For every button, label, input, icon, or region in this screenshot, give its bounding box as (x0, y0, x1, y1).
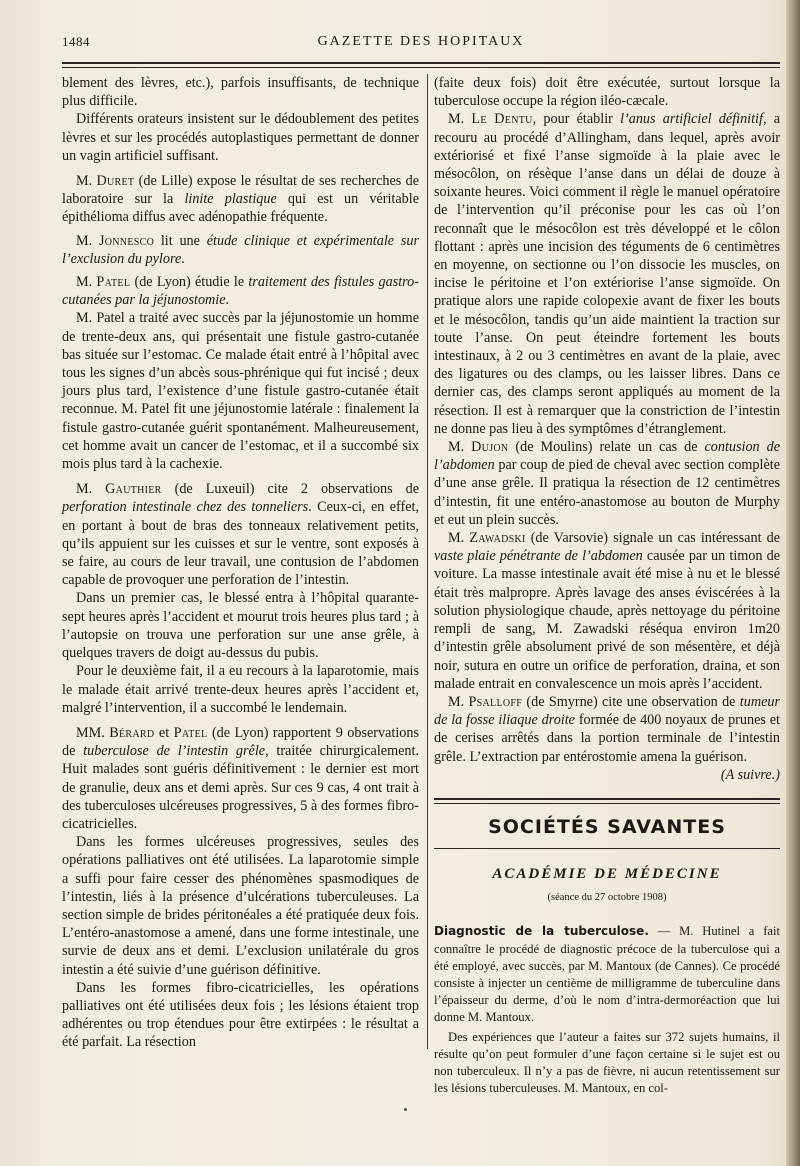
page-number: 1484 (62, 34, 90, 49)
header-double-rule (62, 62, 780, 68)
paragraph: M. Patel a traité avec succès par la jéjunostomie un homme de trente-deux ans, qui présentait une fistule gastro-cutanée bas située sur l’estomac. Ce malade était entré à l’hôpital avec tous les signes d’un abcès sous-phrénique qui fut incisé ; deux jours plus tard, l’existence d’une fistule gastro-cutanée était reconnue. M. Patel fit une jéjunostomie latérale : finalement la fistule gastro-cutanée guérit spontanément. Malheureusement, cet homme avait un cancer de l’estomac, et il a succombé six mois plus tard à la cachexie. (62, 310, 419, 473)
author-name: Jonnesco (98, 232, 155, 249)
paragraph: M. Patel (de Lyon) étudie le traitement des fistules gastro-cutanées par la jéjunostomie. (62, 274, 419, 309)
author-name: Gauthier (105, 481, 162, 498)
paragraph: M. Psalloff (de Smyrne) cite une observation de tumeur de la fosse iliaque droite formée de 400 noyaux de prunes et de cerises arrêtés dans la portion terminale de l’intestin grêle. L’extraction par entérostomie amena la guérison. (A suivre.) (434, 693, 780, 783)
author-name: Patel (173, 724, 208, 741)
page-header (62, 34, 780, 54)
paper-title: contusion de l’abdomen (434, 439, 780, 474)
author-name: Bérard (109, 724, 155, 741)
author-name: Zawadski (469, 530, 526, 547)
page-binding-edge (786, 0, 800, 1166)
paper-title: traitement des fistules gastro-cutanées par la jéjunostomie (62, 274, 419, 309)
left-column (62, 74, 419, 1052)
paragraph: Dans un premier cas, le blessé entra à l’hôpital quarante-sept heures après l’accident et mourut trois heures plus tard ; à l’autopsie on trouva une perforation sur une anse grêle, à quelques travers de doigt au-dessus du pubis. (62, 590, 419, 662)
paragraph: (faite deux fois) doit être exécutée, surtout lorsque la tuberculose occupe la région iléo-cæcale. (434, 75, 780, 110)
paragraph: blement des lèvres, etc.), parfois insuffisants, de technique plus difficile. (62, 75, 419, 110)
paragraph: Des expériences que l’auteur a faites sur 372 sujets humains, il résulte qu’on peut formuler d’une façon certaine si le sujet est ou non tuberculeux. Il n’y a pas de fièvre, ni aucun retentissement sur les lésions tuberculeuses. M. Mantoux, en col- (434, 1029, 780, 1096)
paragraph: Diagnostic de la tuberculose. — M. Hutinel a fait connaître le procédé de diagnostic précoce de la tuberculose qui a été employé, avec succès, par M. Mantoux (de Cannes). Ce procédé consiste à injecter un centième de milligramme de tuberculine dans l’épaisseur du derme, d’où le nom d’intra-dermoréaction que lui donne M. Mantoux. (434, 924, 780, 1025)
paper-title: perforation intestinale chez des tonneliers (62, 499, 309, 516)
paragraph: M. Jonnesco lit une étude clinique et expérimentale sur l’exclusion du pylore. (62, 232, 419, 267)
abstract-heading: Diagnostic de la tuberculose. (434, 924, 649, 939)
author-name: Le Dentu (471, 111, 533, 128)
author-name: Dujon (471, 439, 509, 456)
paragraph: Différents orateurs insistent sur le dédoublement des petites lèvres et sur les procédés autoplastiques permettant de donner un vagin artificiel suffisant. (62, 111, 419, 164)
paper-title: linite plastique (184, 191, 277, 208)
print-speck (404, 1108, 407, 1111)
paragraph: M. Le Dentu, pour établir l’anus artificiel définitif, a recouru au procédé d’Allingham, dans lequel, après avoir extériorisé et fixé l’anse sigmoïde à la plaie avec le mésocôlon, on résèque l’anse dans un délai de douze à soixante heures. Voici comment il règle le manuel opératoire de l’intervention qu’il préconise pour les cas où l’on reconnaît que le mésocôlon est très développé et le côlon flottant : après une incision des téguments de 6 centimètres en moyenne, on sectionne ou l’on dissocie les muscles, on incise le péritoine et l’on extériorise l’anse sigmoïde. On pratique alors une rapide colopexie avant de fixer les bouts et le mésocôlon, tandis qu’un aide maintient la traction sur toute l’anse. On peut éteindre fortement les bouts intestinaux, à 2 ou 3 centimètres en avant de la plaie, avec des ligatures ou des clamps, ou les laisser libres. Dans ce dernier cas, des clamps seront appliqués au moment de la résection. Il est à remarquer que la constriction de l’intestin ne donne pas lieu à des symptômes d’étranglement. (434, 111, 780, 437)
right-column (434, 74, 780, 1099)
author-name: Patel (96, 274, 131, 291)
paragraph: M. Zawadski (de Varsovie) signale un cas intéressant de vaste plaie pénétrante de l’abdomen causée par un timon de voiture. La masse intestinale avait été mise à nu et le blessé était très malpropre. Après lavage des anses éviscérées à la solution physiologique chaude, après nettoyage du péritoine rempli de sang, M. Zawadski réséqua environ 1m20 d’intestin grêle absolument privé de son mésentère, et déjà noir, sutura en outre un orifice de perforation, draina, et son malade entrait en convalescence un mois après l’accident. (434, 530, 780, 692)
paragraph: Dans les formes fibro-cicatricielles, les opérations palliatives ont été utilisées deux fois ; les lésions étaient trop adhérentes ou trop étendues pour être extirpées : le résultat a été parfait. La résection (62, 979, 419, 1051)
section-title: SOCIÉTÉS SAVANTES (488, 815, 726, 838)
paragraph: MM. Bérard et Patel (de Lyon) rapportent 9 observations de tuberculose de l’intestin grêle, traitée chirurgicalement. Huit malades sont guéris définitivement : le dernier est mort de granulie, deux ans et demi après. Sur ces 9 cas, 4 ont trait à des tuberculoses ulcéreuses progressives, 5 à des formes fibro-cicatricielles. (62, 724, 419, 832)
paper-title: tuberculose de l’intestin grêle (83, 743, 266, 760)
section-rule (434, 848, 780, 849)
paper-title: étude clinique et expérimentale sur l’exclusion du pylore (62, 232, 419, 267)
paper-title: tumeur de la fosse iliaque droite (434, 693, 780, 729)
journal-title: GAZETTE DES HOPITAUX (317, 34, 525, 49)
session-date: (séance du 27 octobre 1908) (547, 892, 667, 904)
paragraph: M. Dujon (de Moulins) relate un cas de contusion de l’abdomen par coup de pied de cheval avec section complète d’une anse grêle. Il pratiqua la résection de 12 centimètres d’intestin, fit une entéro-anastomose au bouton de Murphy et eut un plein succès. (434, 439, 780, 528)
paper-title: l’anus artificiel définitif (620, 111, 763, 128)
abstract (434, 923, 780, 1097)
paper-title: vaste plaie pénétrante de l’abdomen (434, 548, 643, 565)
society-title: ACADÉMIE DE MÉDECINE (492, 865, 722, 882)
author-name: Psalloff (468, 693, 523, 710)
author-name: Duret (96, 173, 135, 190)
paragraph: Dans les formes ulcéreuses progressives, seules des opérations palliatives ont été utilisées. La laparotomie simple a suffi pour faire cesser des phénomènes spasmodiques de l’intestin, liés à la présence d’ulcérations tuberculeuses. La section simple de brides péritonéales a été pratiquée deux fois. L’entéro-anastomose a amené, dans une forme intestinale, une survie de deux ans et demi. L’exclusion unilatérale du gros intestin a été suivie d’une guérison définitive. (62, 834, 419, 978)
paragraph: M. Gauthier (de Luxeuil) cite 2 observations de perforation intestinale chez des tonneliers. Ceux-ci, en effet, en portant à bout de bras des tonneaux relativement petits, qu’ils appuient sur les cuisses et sur le ventre, sont exposés à se faire, au cours de leur travail, une contusion de l’abdomen capable de provoquer une perforation de l’intestin. (62, 481, 420, 589)
paragraph: M. Duret (de Lille) expose le résultat de ses recherches de laboratoire sur la linite plastique qui est un véritable épithélioma diffus avec adénopathie fréquente. (62, 173, 419, 226)
column-divider (427, 74, 428, 1049)
section-double-rule (434, 798, 780, 804)
to-be-continued-note: (A suivre.) (720, 766, 780, 783)
paragraph: Pour le deuxième fait, il a eu recours à la laparotomie, mais le malade était arrivé trente-deux heures après l’accident et, malgré l’intervention, il a succombé le lendemain. (62, 663, 419, 716)
